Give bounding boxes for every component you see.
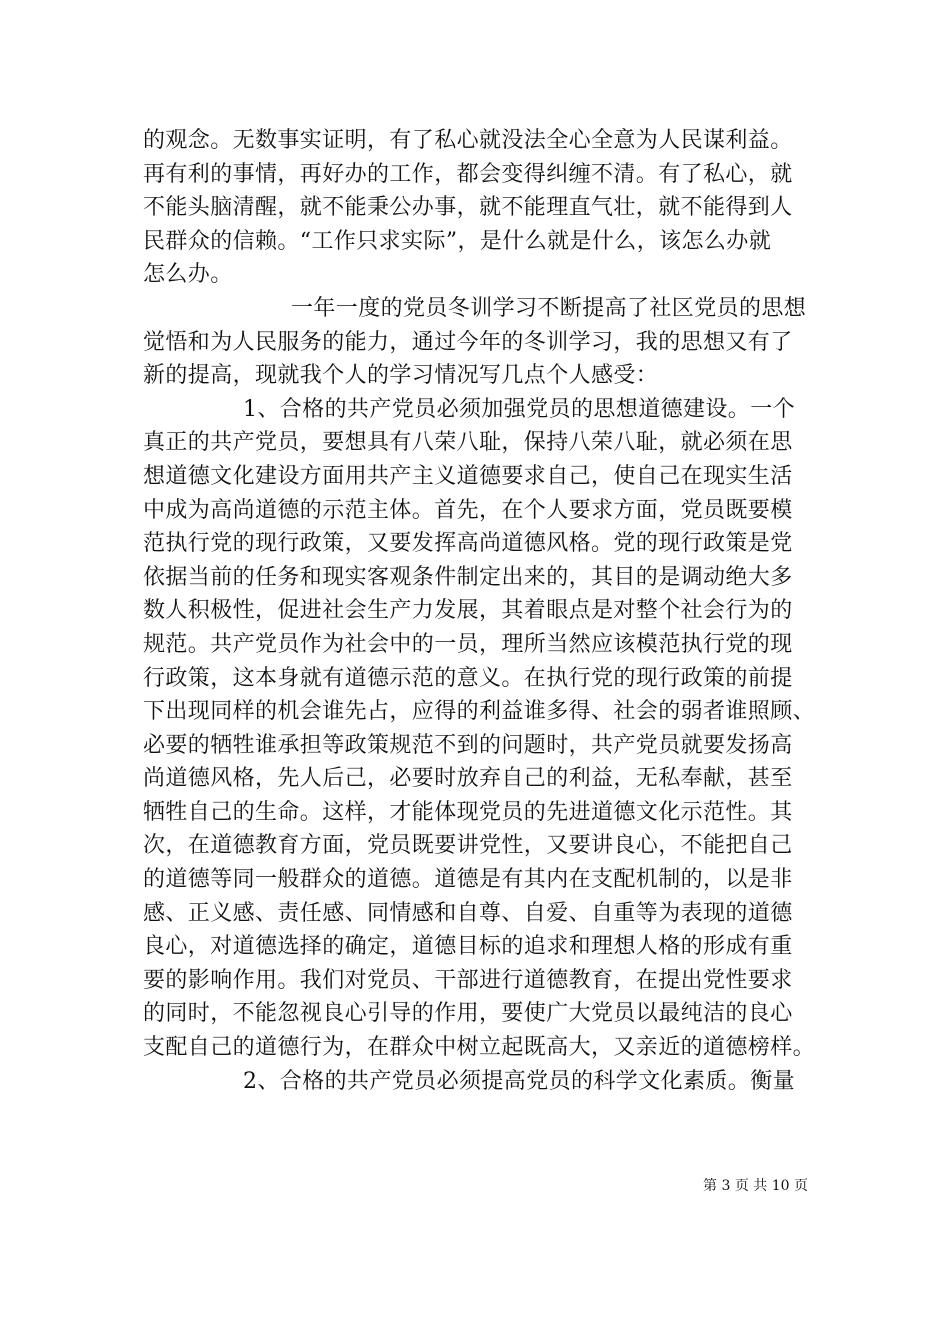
page-number-footer: 第 3 页 共 10 页 <box>703 1178 808 1194</box>
text-line: 依据当前的任务和现实客观条件制定出来的，其目的是调动绝大多 <box>143 564 793 590</box>
paragraph-start-line: 一年一度的党员冬训学习不断提高了社区党员的思想 <box>291 295 807 321</box>
text-line: 真正的共产党员，要想具有八荣八耻，保持八荣八耻，就必须在思 <box>143 430 793 456</box>
text-line: 中成为高尚道德的示范主体。首先，在个人要求方面，党员既要模 <box>143 497 793 523</box>
text-line: 行政策，这本身就有道德示范的意义。在执行党的现行政策的前提 <box>143 665 793 691</box>
text-line: 数人积极性，促进社会生产力发展，其着眼点是对整个社会行为的 <box>143 598 793 624</box>
text-line: 的观念。无数事实证明，有了私心就没法全心全意为人民谋利益。 <box>143 128 793 153</box>
text-line: 支配自己的道德行为，在群众中树立起既高大，又亲近的道德榜样。 <box>143 1035 816 1061</box>
text-line: 次，在道德教育方面，党员既要讲党性，又要讲良心，不能把自己 <box>143 833 793 859</box>
text-line: 民群众的信赖。“工作只求实际”，是什么就是什么，该怎么办就 <box>143 228 772 254</box>
text-line: 必要的牺牲谁承担等政策规范不到的问题时，共产党员就要发扬高 <box>143 732 793 758</box>
text-line: 再有利的事情，再好办的工作，都会变得纠缠不清。有了私心，就 <box>143 161 793 187</box>
text-line: 尚道德风格，先人后己，必要时放弃自己的利益，无私奉献，甚至 <box>143 766 793 792</box>
text-line: 怎么办。 <box>143 262 233 288</box>
text-line: 牺牲自己的生命。这样，才能体现党员的先进道德文化示范性。其 <box>143 799 793 825</box>
text-line: 感、正义感、责任感、同情感和自尊、自爱、自重等为表现的道德 <box>143 900 793 926</box>
text-line: 下出现同样的机会谁先占，应得的利益谁多得、社会的弱者谁照顾、 <box>143 699 816 725</box>
text-line: 觉悟和为人民服务的能力，通过今年的冬训学习，我的思想又有了 <box>143 329 793 355</box>
text-line: 新的提高，现就我个人的学习情况写几点个人感受： <box>143 363 659 389</box>
body-text <box>143 124 816 1098</box>
text-line: 想道德文化建设方面用共产主义道德要求自己，使自己在现实生活 <box>143 463 793 489</box>
text-line: 要的影响作用。我们对党员、干部进行道德教育，在提出党性要求 <box>143 967 793 993</box>
paragraph-start-line: 2、合格的共产党员必须提高党员的科学文化素质。衡量 <box>243 1068 795 1094</box>
text-line: 的同时，不能忽视良心引导的作用，要使广大党员以最纯洁的良心 <box>143 1001 793 1027</box>
text-line: 不能头脑清醒，就不能秉公办事，就不能理直气壮，就不能得到人 <box>143 195 793 221</box>
text-line: 良心，对道德选择的确定，道德目标的追求和理想人格的形成有重 <box>143 934 793 960</box>
paragraph-start-line: 1、合格的共产党员必须加强党员的思想道德建设。一个 <box>243 396 795 422</box>
text-line: 范执行党的现行政策，又要发挥高尚道德风格。党的现行政策是党 <box>143 531 793 557</box>
text-line: 规范。共产党员作为社会中的一员，理所当然应该模范执行党的现 <box>143 631 793 657</box>
text-line: 的道德等同一般群众的道德。道德是有其内在支配机制的，以是非 <box>143 867 793 893</box>
